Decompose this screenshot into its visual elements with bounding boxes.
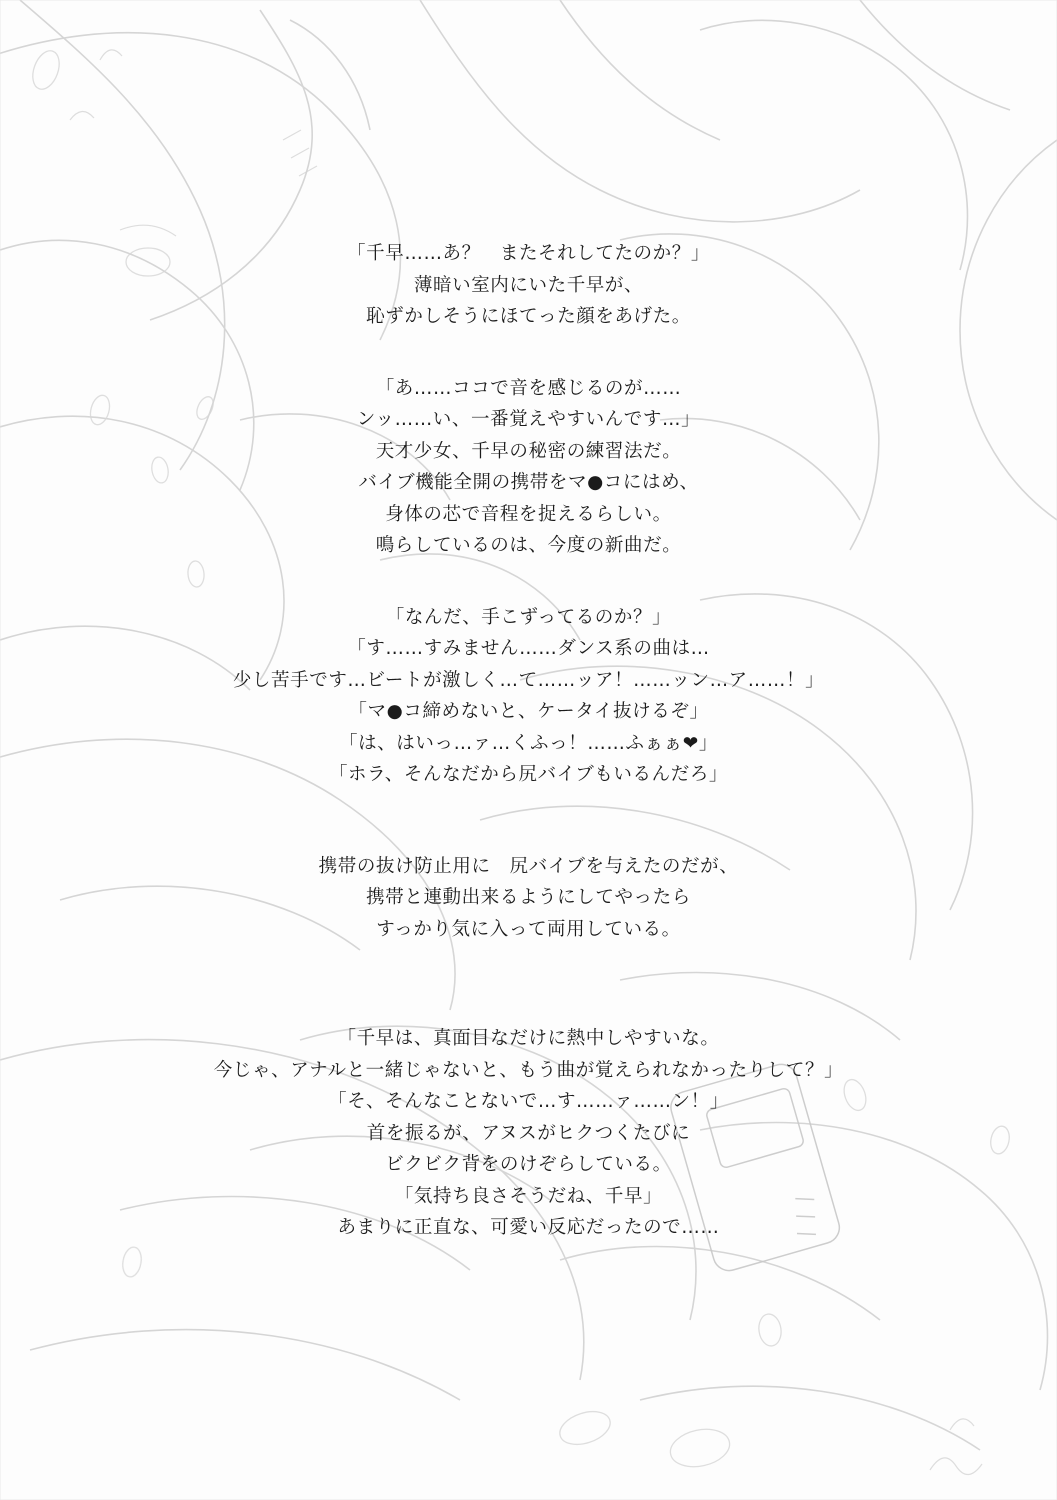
text-line: 携帯と連動出来るようにしてやったら <box>366 887 691 908</box>
paragraph-3 <box>0 602 1057 791</box>
text-line: 「あ……ココで音を感じるのが…… <box>375 377 682 399</box>
text-line: すっかり気に入って両用している。 <box>376 918 681 940</box>
paragraph-4 <box>0 851 1057 946</box>
text-line: 携帯の抜け防止用に 尻バイブを与えたのだが、 <box>318 855 739 877</box>
text-line: 少し苦手です…ビートが激しく…て……ッア！……ッン…ア……！」 <box>232 669 825 691</box>
text-line: 鳴らしているのは、今度の新曲だ。 <box>375 535 682 556</box>
text-line: 「千早は、真面目なだけに熱中しやすいな。 <box>337 1028 720 1049</box>
text-line: 今じゃ、アナルと一緒じゃないと、もう曲が覚えられなかったりして？」 <box>213 1059 844 1081</box>
text-line: あまりに正直な、可愛い反応だったので…… <box>337 1217 720 1238</box>
text-line: 「気持ち良さそうだね、千早」 <box>394 1185 663 1207</box>
paragraph-5 <box>0 1023 1057 1244</box>
text-line: 「千早……あ？ またそれしてたのか？」 <box>347 243 710 264</box>
text-line: ビクビク背をのけぞらしている。 <box>385 1154 672 1175</box>
text-line: ンッ……い、一番覚えやすいんです…」 <box>356 409 701 430</box>
text-line: 恥ずかしそうにほてった顔をあげた。 <box>366 306 691 327</box>
paragraph-1 <box>0 238 1057 333</box>
text-line: バイブ機能全開の携帯をマ●コにはめ、 <box>358 472 699 493</box>
text-line: 「ホラ、そんなだから尻バイブもいるんだろ」 <box>328 764 729 785</box>
text-line: 身体の芯で音程を捉えるらしい。 <box>385 503 672 525</box>
text-line: 「す……すみません……ダンス系の曲は… <box>347 638 710 659</box>
text-line: 天才少女、千早の秘密の練習法だ。 <box>375 440 682 462</box>
text-line: 薄暗い室内にいた千早が、 <box>413 274 644 296</box>
text-line: 「なんだ、手こずってるのか？」 <box>385 606 672 628</box>
text-line: 「は、はいっ…ァ…くふっ！……ふぁぁ❤」 <box>338 732 718 754</box>
text-line: 首を振るが、アヌスがヒクつくたびに <box>366 1122 691 1144</box>
paragraph-2 <box>0 373 1057 562</box>
text-line: 「マ●コ締めないと、ケータイ抜けるぞ」 <box>348 701 709 722</box>
text-line: 「そ、そんなことないで…す……ァ……ン！」 <box>328 1091 729 1112</box>
